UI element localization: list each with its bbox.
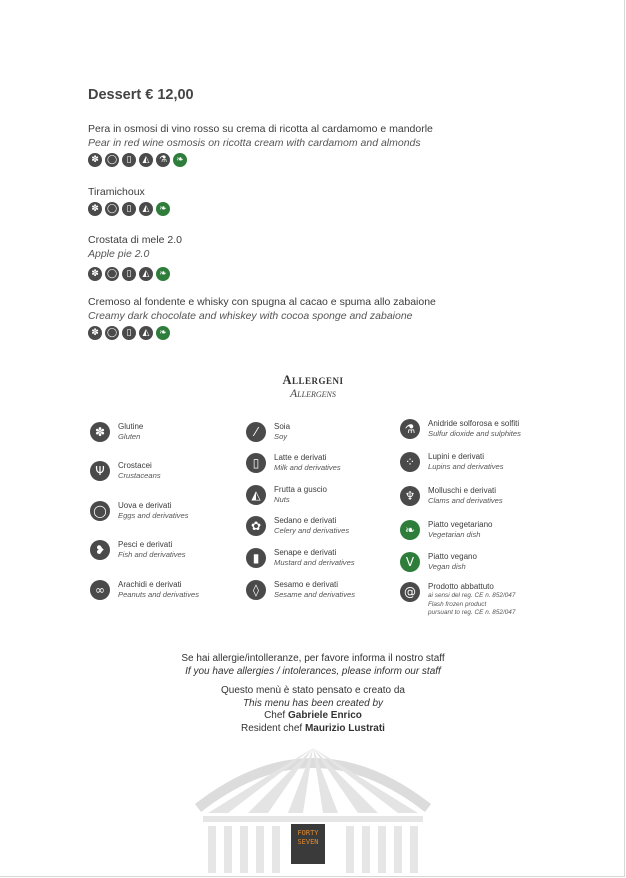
nuts-icon: ◭ [246,485,266,505]
legend-label-en: Vegan dish [428,562,466,571]
dish-name-it: Crostata di mele 2.0 [88,234,182,246]
sulfite-icon: ⚗ [156,153,170,167]
chef-line [0,710,626,723]
legend-label-it: Pesci e derivati [118,540,173,549]
celery-icon: ✿ [246,516,266,536]
dish-item [88,295,436,340]
soy-icon: ⁄ [246,422,266,442]
allergy-notice-en: If you have allergies / intolerances, please inform our staff [185,665,441,677]
legend-item-sulfites [400,419,521,439]
mustard-icon: ▮ [246,548,266,568]
vegetarian-icon: ❧ [173,153,187,167]
legend-label-en: Soy [274,432,288,441]
legend-label-en: Nuts [274,495,290,504]
blast-chilled-icon: @ [400,582,420,602]
chef-name: Gabriele Enrico [287,710,362,721]
nuts-icon: ◭ [139,153,153,167]
egg-icon: ◯ [90,501,110,521]
legend-item-mustard [246,548,355,568]
dish-name-it: Pera in osmosi di vino rosso su crema di ricotta al cardamomo e mandorle [88,123,433,135]
legend-item-vegan [400,552,477,572]
legend-label-en: Gluten [118,432,141,441]
legend-fine-print: Flash frozen product [428,600,487,608]
legend-label-en: Lupins and derivatives [428,462,504,471]
dish-name-en: Creamy dark chocolate and whiskey with cocoa sponge and zabaione [88,310,413,322]
legend-label-en: Fish and derivatives [118,550,186,559]
dish-item [88,233,182,281]
milk-icon: ▯ [122,202,136,216]
legend-label-en: Sulfur dioxide and sulphites [428,429,521,438]
dish-name-en: Apple pie 2.0 [88,248,150,260]
legend-label-en: Celery and derivatives [274,526,350,535]
legend-item-lupins [400,452,504,472]
legend-label-it: Arachidi e derivati [118,580,182,589]
legend-label-en: Crustaceans [118,471,161,480]
vegan-icon: V [400,552,420,572]
legend-label-it: Glutine [118,422,144,431]
legend-item-soy [246,422,290,442]
legend-fine-print: ai sensi del reg. CE n. 852/047 [428,592,516,599]
legend-item-peanuts [90,580,199,600]
legend-label-en: Mustard and derivatives [274,558,355,567]
nuts-icon: ◭ [139,202,153,216]
dish-allergen-icons [88,267,182,281]
peanut-icon: ∞ [90,580,110,600]
logo-line: FORTY [297,829,319,837]
vegetarian-icon: ❧ [400,520,420,540]
legend-item-molluscs [400,486,503,506]
legend-label-it: Soia [274,422,291,431]
legend-label-it: Sesamo e derivati [274,580,339,589]
vegetarian-icon: ❧ [156,202,170,216]
fish-icon: ❥ [90,540,110,560]
milk-icon: ▯ [122,326,136,340]
legend-item-celery [246,516,349,536]
allergens-heading [0,373,626,400]
legend-label-it: Prodotto abbattuto [428,582,494,591]
legend-item-gluten [90,422,143,442]
dish-name-it: Tiramichoux [88,186,145,198]
allergens-subtitle: Allergens [290,388,336,400]
nuts-icon: ◭ [139,326,153,340]
dish-allergen-icons [88,153,433,167]
dish-name-it: Cremoso al fondente e whisky con spugna al cacao e spuma allo zabaione [88,296,436,308]
legend-label-it: Piatto vegetariano [428,520,493,529]
legend-item-blast-chilled [400,582,515,618]
mollusc-icon: ♆ [400,486,420,506]
dish-allergen-icons [88,326,436,340]
legend-label-it: Frutta a guscio [274,485,327,494]
legend-item-crustaceans [90,461,161,481]
legend-label-it: Molluschi e derivati [428,486,497,495]
allergens-title: Allergeni [282,373,344,387]
legend-fine-print: pursuant to reg. CE n. 852/047 [428,609,516,616]
milk-icon: ▯ [122,267,136,281]
dish-item [88,185,170,216]
crustacean-icon: Ψ [90,461,110,481]
dish-name-en: Pear in red wine osmosis on ricotta cream with cardamom and almonds [88,137,421,149]
footer-notice [0,653,626,678]
legend-label-en: Peanuts and derivatives [118,590,200,599]
lupin-icon: ⁘ [400,452,420,472]
legend-label-en: Sesame and derivatives [274,590,356,599]
legend-label-it: Crostacei [118,461,152,470]
credits-it: Questo menù è stato pensato e creato da [220,685,405,696]
legend-label-it: Senape e derivati [274,548,337,557]
legend-label-en: Eggs and derivatives [118,511,189,520]
allergy-notice-it: Se hai allergie/intolleranze, per favore informa il nostro staff [181,653,445,664]
wheat-icon: ✽ [88,267,102,281]
footer-credits [0,685,626,735]
wheat-icon: ✽ [88,202,102,216]
chef-prefix: Chef [264,710,288,721]
egg-icon: ◯ [106,269,118,279]
wheat-icon: ✽ [90,422,110,442]
forty-seven-logo [291,824,325,864]
vegetarian-icon: ❧ [156,267,170,281]
legend-item-eggs [90,501,189,521]
legend-label-it: Uova e derivati [118,501,172,510]
nuts-icon: ◭ [139,267,153,281]
section-title: Dessert € 12,00 [88,87,194,103]
egg-icon: ◯ [106,204,118,214]
egg-icon: ◯ [106,328,118,338]
legend-label-it: Sedano e derivati [274,516,337,525]
legend-item-milk [246,453,341,473]
legend-item-fish [90,540,186,560]
legend-label-en: Clams and derivatives [428,496,503,505]
wheat-icon: ✽ [88,326,102,340]
resident-chef-name: Maurizio Lustrati [304,722,385,734]
legend-item-sesame [246,580,355,600]
logo-line: SEVEN [297,838,319,846]
legend-label-en: Vegetarian dish [428,530,481,539]
sulfite-icon: ⚗ [400,419,420,439]
legend-label-en: Milk and derivatives [274,463,341,472]
vegetarian-icon: ❧ [156,326,170,340]
resident-prefix: Resident chef [241,722,305,734]
legend-label-it: Lupini e derivati [428,452,485,461]
egg-icon: ◯ [106,155,118,165]
legend-label-it: Anidride solforosa e solfiti [428,419,520,428]
dish-item [88,122,433,167]
milk-icon: ▯ [122,153,136,167]
resident-chef-line [0,723,626,736]
legend-item-vegetarian [400,520,493,540]
wheat-icon: ✽ [88,153,102,167]
credits-en: This menu has been created by [242,697,384,709]
legend-label-it: Piatto vegano [428,552,477,561]
milk-icon: ▯ [246,453,266,473]
sesame-icon: ◊ [246,580,266,600]
legend-label-it: Latte e derivati [274,453,327,462]
legend-item-nuts [246,485,327,505]
dish-allergen-icons [88,202,170,216]
